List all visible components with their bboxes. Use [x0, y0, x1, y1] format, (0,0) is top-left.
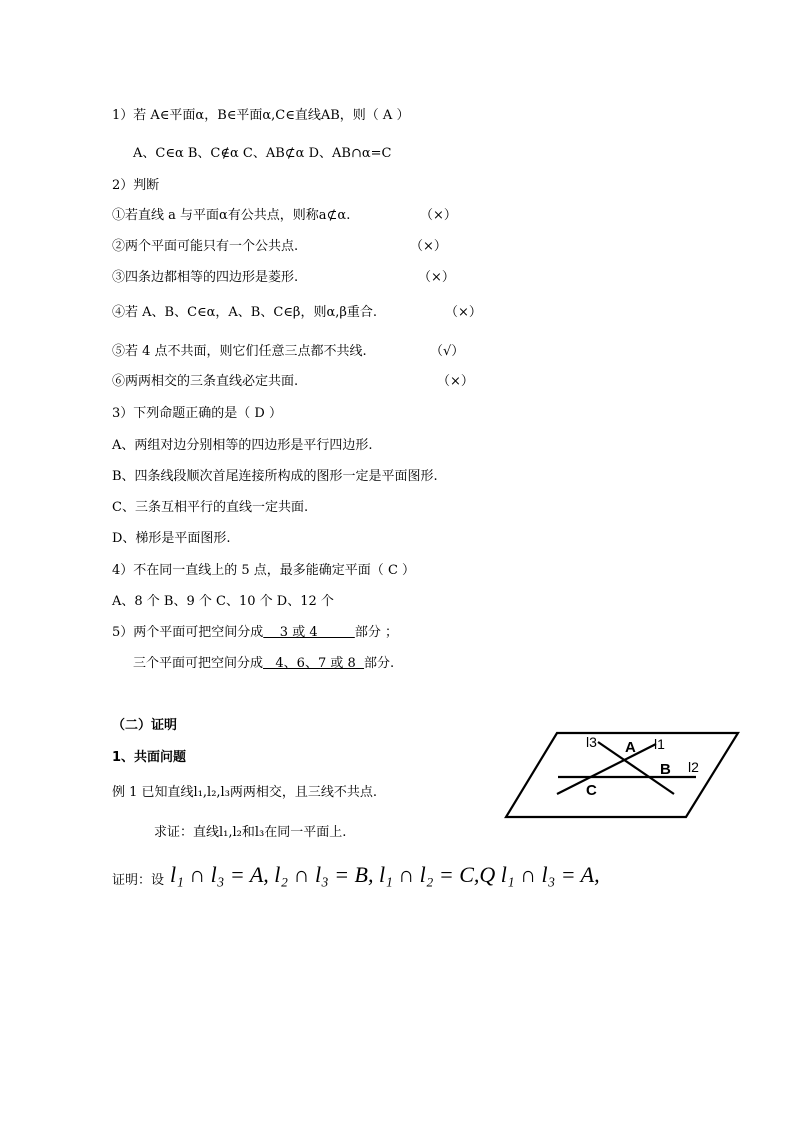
q5-line2-pre: 三个平面可把空间分成 [133, 656, 264, 671]
q2-answer-2: （×） [410, 239, 447, 254]
q2-item-5: ⑤若 4 点不共面，则它们任意三点都不共线. [112, 344, 367, 359]
proof-label: 证明：设 [112, 873, 165, 888]
q2-item-2: ②两个平面可能只有一个公共点. [112, 239, 299, 254]
q5-line1-post: 部分 ； [354, 625, 398, 640]
label-C: C [586, 782, 597, 799]
q2-answer-1: （×） [420, 208, 457, 223]
q2-item-4: ④若 A、B、C∈α，A、B、C∈β，则α,β重合. [112, 305, 378, 320]
proof-goal: 求证：直线l₁,l₂和l₃在同一平面上. [154, 825, 347, 840]
q5-line-2 [133, 655, 394, 673]
label-l3: l3 [586, 734, 597, 750]
q3-option-a: A、两组对边分别相等的四边形是平行四边形. [112, 438, 373, 453]
q2-answer-5: （√） [430, 344, 465, 359]
q3-option-d: D、梯形是平面图形. [112, 531, 231, 546]
q5-line1-blank: 3 或 4 [263, 625, 355, 640]
label-l1: l1 [654, 736, 665, 752]
proof-math: l₁ ∩ l₃ = A, l₂ ∩ l₃ = B, l₁ ∩ l₂ = C,Q l₁ ∩ l₃ = A, [170, 862, 600, 887]
q1-stem: 1）若 A∈平面α，B∈平面α,C∈直线AB，则（ A ） [112, 108, 410, 123]
line-l1 [557, 744, 656, 794]
example-1: 例 1 已知直线l₁,l₂,l₃两两相交，且三线不共点. [112, 785, 378, 800]
plane-diagram [500, 728, 745, 823]
q3-stem: 3）下列命题正确的是（ D ） [112, 406, 282, 421]
plane-parallelogram [506, 733, 738, 817]
q2-item-1: ①若直线 a 与平面α有公共点，则称a⊄α. [112, 208, 351, 223]
q5-line2-post: 部分. [364, 656, 395, 671]
section-title: （二）证明 [112, 718, 178, 733]
q2-item-3: ③四条边都相等的四边形是菱形. [112, 270, 299, 285]
label-l2: l2 [688, 759, 699, 775]
q5-line-1 [112, 624, 398, 642]
q1-options: A、C∈α B、C∉α C、AB⊄α D、AB∩α=C [133, 146, 392, 161]
q2-item-6: ⑥两两相交的三条直线必定共面. [112, 374, 299, 389]
q3-option-b: B、四条线段顺次首尾连接所构成的图形一定是平面图形. [112, 469, 438, 484]
q3-option-c: C、三条互相平行的直线一定共面. [112, 500, 309, 515]
q4-stem: 4）不在同一直线上的 5 点，最多能确定平面（ C ） [112, 563, 416, 578]
q4-options: A、8 个 B、9 个 C、10 个 D、12 个 [112, 594, 334, 609]
q5-line1-pre: 5）两个平面可把空间分成 [112, 625, 264, 640]
q5-line2-blank: 4、6、7 或 8 [263, 656, 365, 671]
label-B: B [660, 761, 671, 778]
label-A: A [625, 739, 636, 756]
section-subtitle: 1、共面问题 [112, 750, 187, 765]
q2-title: 2）判断 [112, 178, 160, 193]
q2-answer-6: （×） [437, 374, 474, 389]
q2-answer-3: （×） [418, 270, 455, 285]
q2-answer-4: （×） [445, 305, 482, 320]
